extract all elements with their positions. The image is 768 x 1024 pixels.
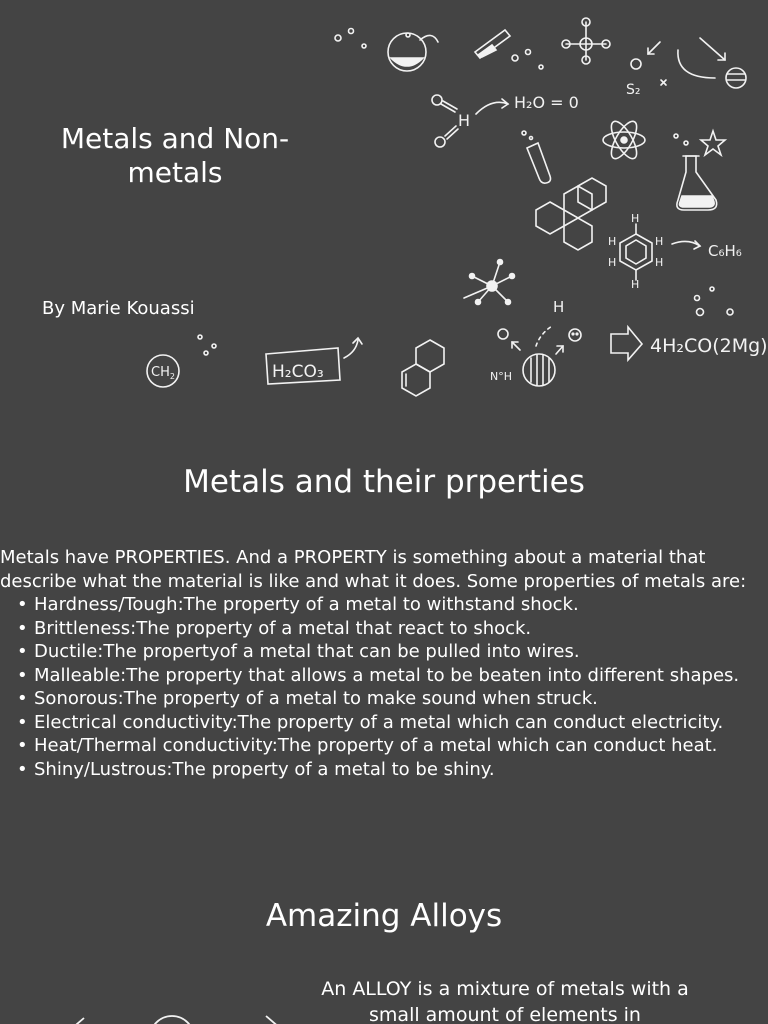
- test-tube-icon: [522, 131, 551, 183]
- alloy-doodle-icon: [40, 1004, 300, 1024]
- h-label: H: [553, 298, 565, 316]
- round-flask-icon: [388, 33, 438, 71]
- test-tube-icon: [475, 30, 510, 58]
- benzene-rings-icon: [536, 178, 606, 250]
- atom-icon: [603, 118, 645, 162]
- list-item: • Malleable:The property that allows a metal to be beaten into different shapes.: [34, 664, 768, 688]
- properties-slide: [0, 430, 768, 860]
- title-slide: [0, 0, 768, 430]
- chemistry-doodles: [0, 0, 768, 430]
- naphthalene-icon: [402, 340, 444, 396]
- intro-paragraph: Metals have PROPERTIES. And a PROPERTY is something about a material that describe what the material is like and what it does. Some properties of metals are:: [0, 547, 747, 592]
- h-label: H: [655, 256, 664, 269]
- s2-label: S₂: [626, 82, 641, 98]
- alloys-slide: [0, 868, 768, 1024]
- benzene-icon: [620, 224, 700, 280]
- list-item: • Hardness/Tough:The property of a metal to withstand shock.: [34, 593, 768, 617]
- noh-label: N°H: [490, 370, 512, 383]
- c6h6-label: C₆H₆: [708, 242, 742, 260]
- slide-title: Amazing Alloys: [265, 898, 503, 934]
- list-item: • Heat/Thermal conductivity:The property of a metal which can conduct heat.: [34, 734, 768, 758]
- slide-body: An ALLOY is a mixture of metals with a small amount of elements in: [321, 978, 689, 1024]
- slide-title: Metals and their prperties: [183, 464, 585, 500]
- molecule-icon: [562, 18, 610, 64]
- water-label: H₂O = 0: [514, 93, 579, 112]
- h-label: H: [608, 256, 617, 269]
- bubbles-icon: [198, 29, 733, 356]
- h-label: H: [608, 235, 617, 248]
- h-label: H: [655, 235, 664, 248]
- h-label: H: [631, 278, 640, 291]
- list-item: • Ductile:The propertyof a metal that can be pulled into wires.: [34, 640, 768, 664]
- ch2-label: $CH_2$: [151, 365, 175, 381]
- molecule-star-icon: [464, 260, 515, 305]
- formula-label: 4H₂CO(2Mg): [650, 335, 768, 357]
- star-icon: [701, 131, 725, 155]
- list-item: • Sonorous:The property of a metal to make sound when struck.: [34, 687, 768, 711]
- list-item: • Electrical conductivity:The property of a metal which can conduct electricity.: [34, 711, 768, 735]
- list-item: • Shiny/Lustrous:The property of a metal to be shiny.: [34, 758, 768, 782]
- presentation-title: Metals and Non-metals: [60, 122, 290, 189]
- properties-list: [0, 593, 768, 781]
- h2co3-label: H₂CO₃: [272, 362, 324, 382]
- author-line: By Marie Kouassi: [42, 298, 195, 319]
- reaction-arrows-icon: [631, 38, 746, 88]
- slide-body: [0, 546, 768, 862]
- list-item: • Brittleness:The property of a metal that react to shock.: [34, 617, 768, 641]
- arrow-right-icon: [611, 327, 642, 360]
- h-label: H: [631, 212, 640, 225]
- conical-flask-icon: [677, 156, 717, 210]
- h-label: H: [458, 111, 471, 130]
